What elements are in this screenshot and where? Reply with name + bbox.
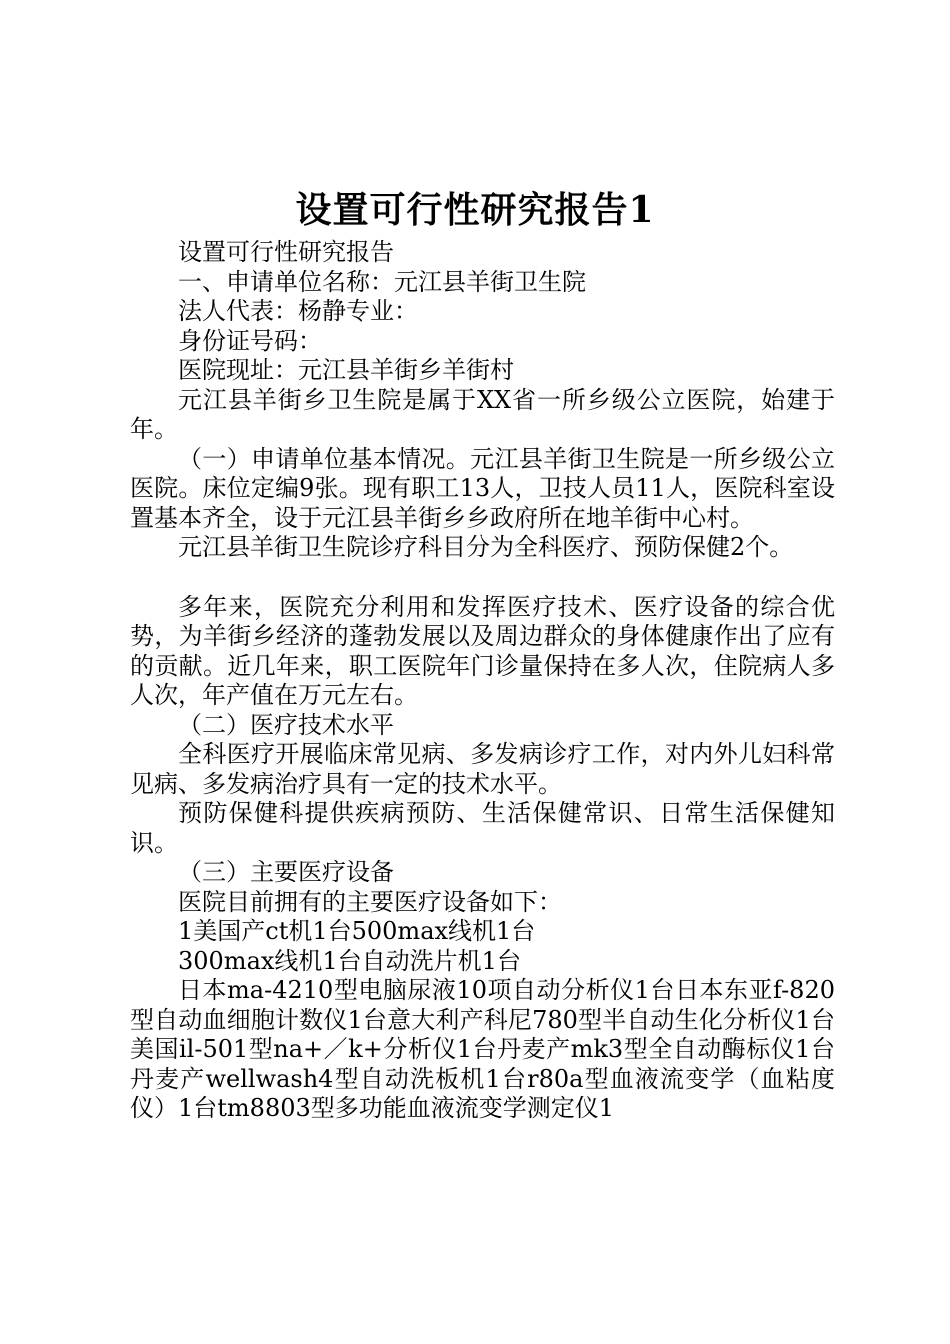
paragraph-equipment-intro: 医院目前拥有的主要医疗设备如下： [178,887,562,916]
paragraph-general-medicine: 全科医疗开展临床常见病、多发病诊疗工作，对内外儿妇科常见病、多发病治疗具有一定的技术水平。 [130,740,835,798]
paragraph-preventive-care: 预防保健科提供疾病预防、生活保健常识、日常生活保健知识。 [130,799,835,857]
paragraph-hospital-founding: 元江县羊街乡卫生院是属于XX省一所乡级公立医院，始建于年。 [130,385,835,443]
paragraph-report-heading: 设置可行性研究报告 [178,238,394,266]
section-heading-equipment: （三）主要医疗设备 [178,858,394,886]
paragraph-contributions: 多年来，医院充分利用和发挥医疗技术、医疗设备的综合优势，为羊街乡经济的蓬勃发展以及周边群众的身体健康作出了应有的贡献。近几年来，职工医院年门诊量保持在多人次，住院病人多人次，年产值在万元左右。 [130,592,835,709]
document-body [130,238,835,1124]
paragraph-equipment-list: 日本ma-4210型电脑尿液10项自动分析仪1台日本东亚f-820型自动血细胞计数仪1台意大利产科尼780型半自动生化分析仪1台美国il-501型na+／k+分析仪1台丹麦产mk3型全自动酶标仪1台丹麦产wellwash4型自动洗板机1台r80a型血液流变学（血粘度仪）1台tm8803型多功能血液流变学测定仪1 [130,976,835,1122]
paragraph-equipment-line-2: 300max线机1台自动洗片机1台 [178,946,521,975]
paragraph-equipment-line-1: 1美国产ct机1台500max线机1台 [178,917,536,945]
paragraph-basic-situation: （一）申请单位基本情况。元江县羊街卫生院是一所乡级公立医院。床位定编9张。现有职工13人，卫技人员11人，医院科室设置基本齐全，设于元江县羊街乡乡政府所在地羊街中心村。 [130,444,835,532]
paragraph-legal-representative: 法人代表：杨静专业： [178,297,418,325]
paragraph-id-number: 身份证号码： [178,326,322,355]
paragraph-hospital-address: 医院现址：元江县羊街乡羊街村 [178,356,514,384]
paragraph-applicant-name: 一、申请单位名称：元江县羊街卫生院 [178,267,586,296]
section-heading-technology: （二）医疗技术水平 [178,710,394,739]
document-title: 设置可行性研究报告1 [295,189,655,231]
paragraph-departments: 元江县羊街卫生院诊疗科目分为全科医疗、预防保健2个。 [178,533,794,561]
